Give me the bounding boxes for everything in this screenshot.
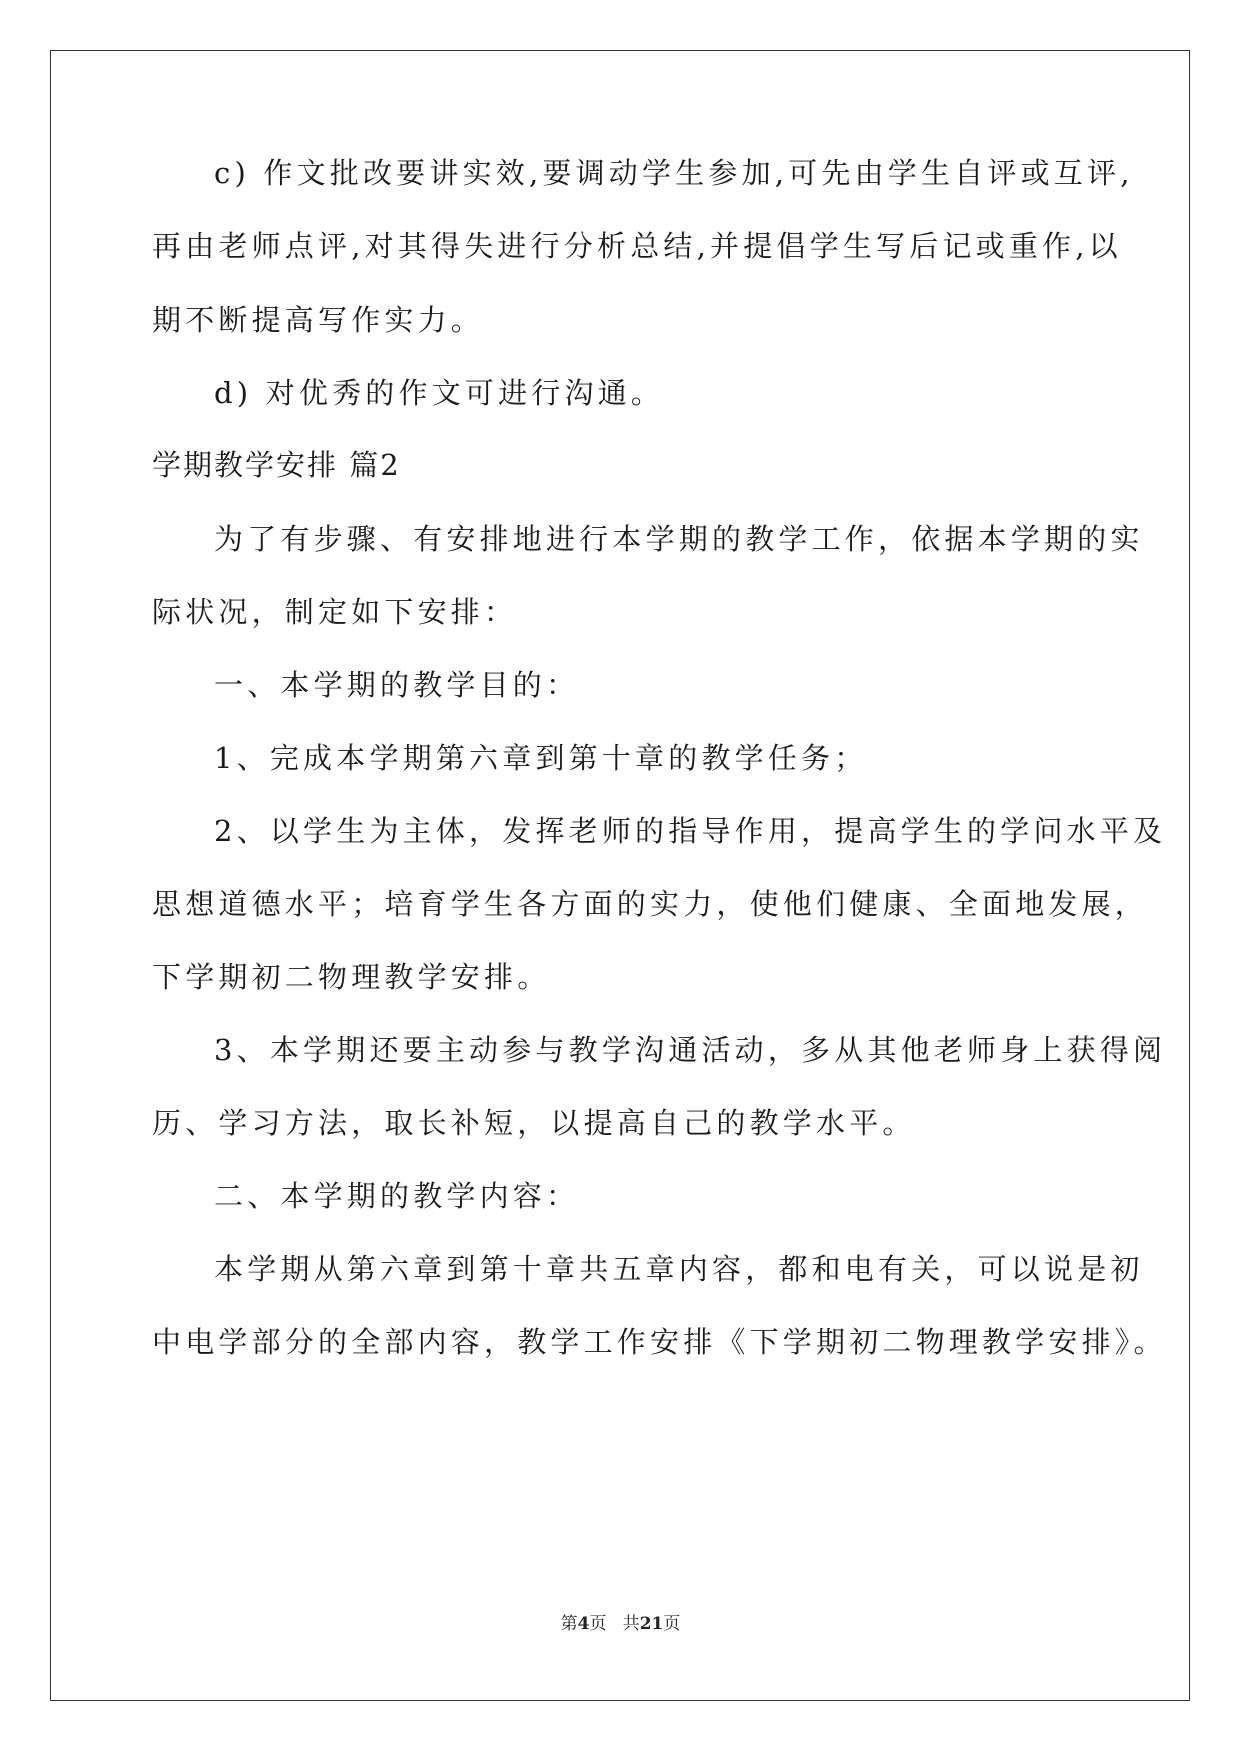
text-line: 为了有步骤、有安排地进行本学期的教学工作，依据本学期的实: [214, 522, 1144, 556]
text-line: 1、完成本学期第六章到第十章的教学任务；: [214, 741, 868, 775]
text-line: 一、本学期的教学目的：: [214, 668, 580, 702]
text-line: 3、本学期还要主动参与教学沟通活动，多从其他老师身上获得阅: [214, 1033, 1167, 1067]
page-footer: [0, 1612, 1241, 1636]
page-border: [50, 50, 1190, 1701]
text-line: 二、本学期的教学内容：: [214, 1179, 580, 1213]
footer-suffix: 页: [663, 1614, 681, 1634]
text-line: 中电学部分的全部内容，教学工作安排《下学期初二物理教学安排》。: [152, 1325, 1167, 1359]
text-line: d) 对优秀的作文可进行沟通。: [214, 376, 665, 410]
text-line: 再由老师点评,对其得失进行分析总结,并提倡学生写后记或重作,以: [152, 229, 1122, 263]
text-line: 下学期初二物理教学安排。: [152, 960, 551, 994]
text-line: 思想道德水平；培育学生各方面的实力，使他们健康、全面地发展，: [152, 887, 1149, 921]
text-line: 际状况，制定如下安排：: [152, 595, 518, 629]
current-page-number: 4: [577, 1614, 590, 1634]
section-heading: 学期教学安排 篇2: [152, 448, 401, 482]
text-line: 历、学习方法，取长补短，以提高自己的教学水平。: [152, 1106, 916, 1140]
footer-prefix: 第: [560, 1614, 578, 1634]
footer-middle: 页 共: [589, 1614, 640, 1634]
total-page-count: 21: [639, 1614, 664, 1634]
text-line: 本学期从第六章到第十章共五章内容，都和电有关，可以说是初: [214, 1252, 1144, 1286]
text-line: c) 作文批改要讲实效,要调动学生参加,可先由学生自评或互评,: [214, 156, 1134, 190]
text-line: 2、以学生为主体，发挥老师的指导作用，提高学生的学问水平及: [214, 814, 1167, 848]
text-line: 期不断提高写作实力。: [152, 303, 485, 337]
